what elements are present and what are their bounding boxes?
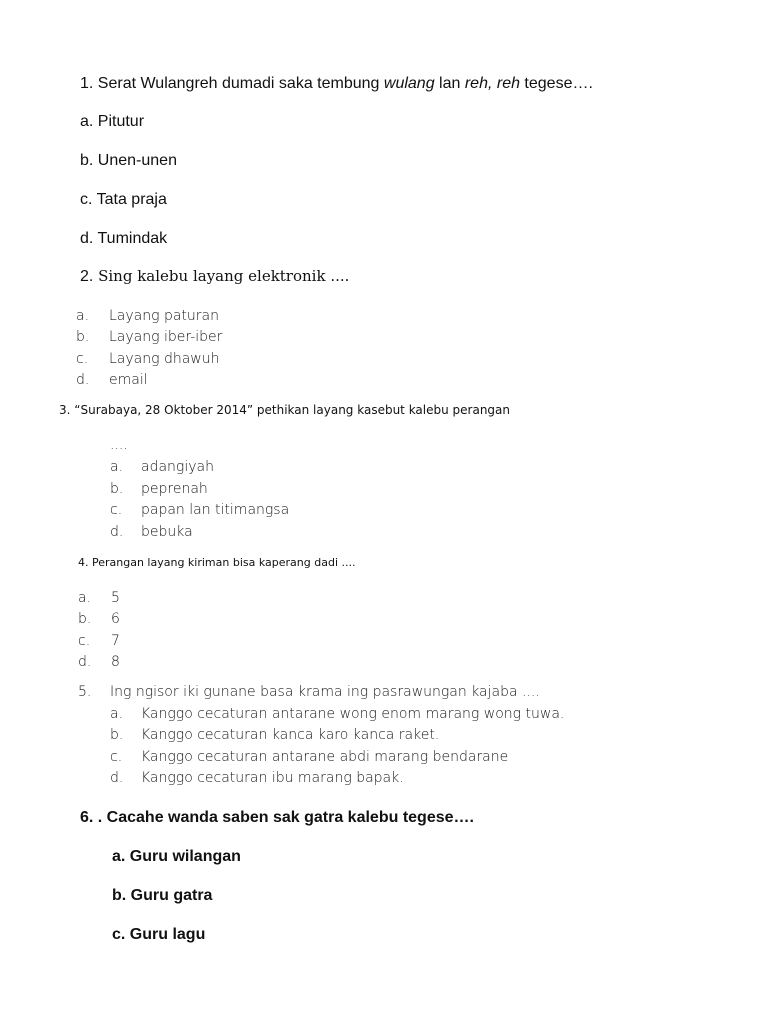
option-letter: c. [78, 633, 91, 649]
option-text: bebuka [141, 524, 193, 540]
question-5-text: Ing ngisor iki gunane basa krama ing pasrawungan kajaba .... [110, 684, 540, 700]
question-1-text-mid: lan [434, 75, 465, 92]
option-letter: d. [110, 524, 124, 540]
question-2-text: Sing kalebu layang elektronik .... [93, 267, 350, 285]
option-text: Kanggo cecaturan ibu marang bapak. [141, 770, 404, 786]
question-3: 3. “Surabaya, 28 Oktober 2014” pethikan layang kasebut kalebu perangan [59, 403, 511, 417]
option-letter: a. [110, 706, 124, 722]
option-letter: b. [110, 727, 124, 743]
option-letter: a. [110, 459, 124, 475]
option-text: Layang iber-iber [109, 329, 223, 345]
question-1-italic-reh: reh, reh [464, 75, 520, 92]
option-letter: b. [78, 611, 92, 627]
option-text: Kanggo cecaturan antarane abdi marang bendarane [141, 749, 509, 765]
option-text: Kanggo cecaturan kanca karo kanca raket. [141, 727, 440, 743]
option-letter: d. [110, 770, 124, 786]
question-1-text-post: tegese…. [519, 75, 593, 92]
question-4: 4. Perangan layang kiriman bisa kaperang dadi .... [78, 556, 356, 569]
question-1-option-c: c. Tata praja [80, 191, 167, 208]
option-text: adangiyah [141, 459, 214, 475]
option-letter: c. [76, 351, 89, 367]
question-3-option-c [110, 503, 289, 517]
option-text: email [109, 372, 148, 388]
question-3-option-a [110, 460, 214, 474]
option-text: 6 [111, 611, 120, 627]
question-4-option-a [78, 591, 120, 605]
option-letter: b. [110, 481, 124, 497]
question-1-option-b: b. Unen-unen [80, 152, 177, 169]
option-letter: a. [76, 308, 90, 324]
option-letter: d. [76, 372, 90, 388]
question-6-option-a: a. Guru wilangan [112, 848, 241, 865]
question-5-option-b [110, 728, 439, 742]
question-1-option-d: d. Tumindak [80, 230, 168, 247]
question-3-continuation: .... [110, 437, 128, 453]
option-text: Layang paturan [109, 308, 220, 324]
question-2-number: 2. [80, 268, 94, 285]
question-4-option-b [78, 612, 120, 626]
option-text: papan lan titimangsa [141, 502, 290, 518]
question-5-number: 5. [78, 684, 92, 700]
option-letter: b. [76, 329, 90, 345]
question-2-option-d [76, 373, 148, 387]
option-letter: a. [78, 590, 92, 606]
question-6-option-b: b. Guru gatra [112, 887, 213, 904]
option-letter: c. [110, 749, 123, 765]
option-letter: d. [78, 654, 92, 670]
question-1-option-a: a. Pitutur [80, 113, 145, 130]
question-5-option-a [110, 707, 564, 721]
question-1 [80, 76, 593, 92]
question-3-option-d [110, 525, 193, 539]
option-text: 5 [111, 590, 120, 606]
question-2-option-b [76, 330, 222, 344]
question-2-option-c [76, 352, 220, 366]
question-2-option-a [76, 309, 219, 323]
option-text: Kanggo cecaturan antarane wong enom marang wong tuwa. [141, 706, 565, 722]
option-text: Layang dhawuh [109, 351, 220, 367]
option-letter: c. [110, 502, 123, 518]
question-6: 6. . Cacahe wanda saben sak gatra kalebu tegese…. [80, 809, 474, 826]
option-text: peprenah [141, 481, 208, 497]
question-3-option-b [110, 482, 208, 496]
question-2 [80, 269, 349, 285]
option-text: 8 [111, 654, 120, 670]
question-5-option-d [110, 771, 404, 785]
question-4-option-d [78, 655, 120, 669]
question-1-text-pre: 1. Serat Wulangreh dumadi saka tembung [80, 75, 384, 92]
question-1-italic-wulang: wulang [383, 75, 435, 92]
question-5-option-c [110, 750, 508, 764]
question-5 [78, 685, 540, 699]
question-6-option-c: c. Guru lagu [112, 926, 206, 943]
question-4-option-c [78, 634, 120, 648]
option-text: 7 [111, 633, 120, 649]
